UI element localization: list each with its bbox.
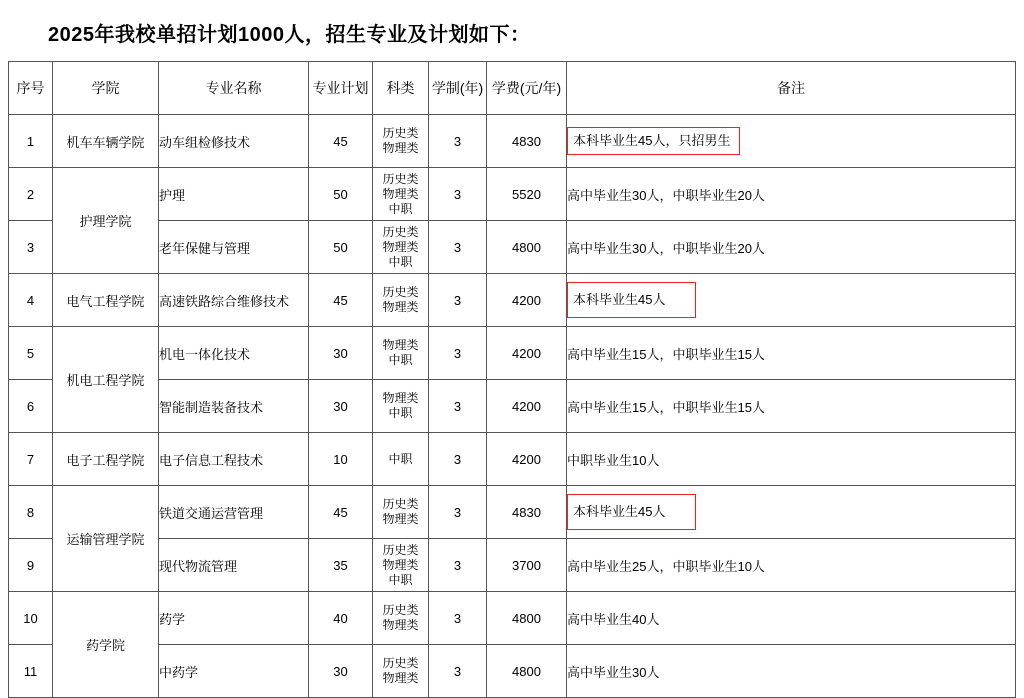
category-line: 物理类: [382, 391, 419, 405]
table-row: [9, 539, 1016, 592]
cell-index: 10: [9, 592, 53, 645]
cell-index: 3: [9, 221, 53, 274]
note-text: 高中毕业生15人，中职毕业生15人: [567, 399, 765, 415]
cell-note: [567, 645, 1016, 698]
cell-major: 机电一体化技术: [159, 327, 309, 380]
category-line: 中职: [388, 254, 413, 269]
cell-index: 1: [9, 115, 53, 168]
cell-plan: 10: [309, 433, 373, 486]
cell-fee: 4200: [487, 380, 567, 433]
cell-index: 9: [9, 539, 53, 592]
table-body: [9, 115, 1016, 698]
cell-plan: 30: [309, 645, 373, 698]
note-text: 高中毕业生30人: [567, 664, 660, 680]
cell-index: 4: [9, 274, 53, 327]
category-lines: [373, 656, 428, 686]
header-major: 专业名称: [159, 62, 309, 115]
cell-category: [373, 433, 429, 486]
category-line: 历史类: [382, 171, 419, 186]
note-highlight: 本科毕业生45人，只招男生: [567, 127, 740, 156]
category-line: 物理类: [382, 338, 419, 352]
table-row: [9, 221, 1016, 274]
cell-note: [567, 592, 1016, 645]
table-row: [9, 327, 1016, 380]
cell-category: [373, 221, 429, 274]
note-highlight: 本科毕业生45人: [567, 494, 696, 531]
category-line: 物理类: [382, 618, 419, 632]
cell-fee: 4200: [487, 327, 567, 380]
cell-plan: 30: [309, 380, 373, 433]
table-row: [9, 433, 1016, 486]
cell-fee: 4200: [487, 274, 567, 327]
category-line: 物理类: [382, 141, 419, 155]
cell-major: 智能制造装备技术: [159, 380, 309, 433]
category-lines: [373, 603, 428, 633]
cell-college: 电子工程学院: [53, 433, 159, 486]
cell-years: 3: [429, 592, 487, 645]
cell-college: 电气工程学院: [53, 274, 159, 327]
category-lines: [373, 391, 428, 421]
cell-category: [373, 274, 429, 327]
cell-college: 运输管理学院: [53, 486, 159, 592]
table-row: [9, 380, 1016, 433]
cell-years: 3: [429, 645, 487, 698]
category-line: 物理类: [382, 300, 419, 314]
cell-fee: 4800: [487, 592, 567, 645]
header-college: 学院: [53, 62, 159, 115]
category-line: 中职: [388, 353, 413, 367]
note-text: 高中毕业生30人，中职毕业生20人: [567, 240, 765, 256]
header-note: 备注: [567, 62, 1016, 115]
note-text: 高中毕业生25人，中职毕业生10人: [567, 558, 765, 574]
category-line: 物理类: [382, 512, 419, 526]
cell-college: 机电工程学院: [53, 327, 159, 433]
category-line: 中职: [388, 451, 413, 466]
cell-major: 动车组检修技术: [159, 115, 309, 168]
header-plan: 专业计划: [309, 62, 373, 115]
category-line: 物理类: [382, 239, 419, 254]
cell-index: 6: [9, 380, 53, 433]
cell-note: [567, 486, 1016, 539]
header-fee: 学费(元/年): [487, 62, 567, 115]
category-line: 历史类: [382, 285, 419, 299]
cell-fee: 4830: [487, 486, 567, 539]
cell-category: [373, 380, 429, 433]
cell-plan: 45: [309, 274, 373, 327]
admission-plan-table: [8, 61, 1016, 698]
cell-plan: 45: [309, 486, 373, 539]
category-lines: [373, 452, 428, 467]
cell-years: 3: [429, 380, 487, 433]
category-lines: [373, 225, 428, 270]
table-row: [9, 592, 1016, 645]
note-text: 高中毕业生15人，中职毕业生15人: [567, 346, 765, 362]
table-row: [9, 645, 1016, 698]
header-index: 序号: [9, 62, 53, 115]
note-text: 高中毕业生30人，中职毕业生20人: [567, 187, 765, 203]
cell-note: [567, 380, 1016, 433]
cell-years: 3: [429, 274, 487, 327]
cell-plan: 30: [309, 327, 373, 380]
cell-note: [567, 168, 1016, 221]
cell-fee: 4200: [487, 433, 567, 486]
category-line: 历史类: [382, 542, 419, 557]
cell-note: [567, 115, 1016, 168]
cell-major: 铁道交通运营管理: [159, 486, 309, 539]
cell-major: 电子信息工程技术: [159, 433, 309, 486]
cell-fee: 4800: [487, 645, 567, 698]
cell-plan: 50: [309, 221, 373, 274]
cell-note: [567, 539, 1016, 592]
category-line: 中职: [388, 572, 413, 587]
cell-index: 11: [9, 645, 53, 698]
category-line: 历史类: [382, 603, 419, 617]
category-line: 历史类: [382, 656, 419, 670]
cell-note: [567, 433, 1016, 486]
table-row: [9, 274, 1016, 327]
cell-major: 中药学: [159, 645, 309, 698]
cell-index: 8: [9, 486, 53, 539]
cell-fee: 3700: [487, 539, 567, 592]
cell-index: 5: [9, 327, 53, 380]
cell-major: 高速铁路综合维修技术: [159, 274, 309, 327]
category-lines: [373, 497, 428, 527]
note-text: 中职毕业生10人: [567, 452, 660, 468]
cell-years: 3: [429, 433, 487, 486]
cell-category: [373, 115, 429, 168]
cell-years: 3: [429, 486, 487, 539]
cell-category: [373, 592, 429, 645]
cell-years: 3: [429, 168, 487, 221]
table-row: [9, 486, 1016, 539]
cell-years: 3: [429, 115, 487, 168]
category-lines: [373, 543, 428, 588]
cell-note: [567, 221, 1016, 274]
cell-category: [373, 486, 429, 539]
header-years: 学制(年): [429, 62, 487, 115]
category-line: 历史类: [382, 126, 419, 140]
cell-college: 护理学院: [53, 168, 159, 274]
category-line: 物理类: [382, 557, 419, 572]
header-category: 科类: [373, 62, 429, 115]
category-line: 中职: [388, 201, 413, 216]
cell-fee: 4830: [487, 115, 567, 168]
cell-plan: 40: [309, 592, 373, 645]
cell-years: 3: [429, 221, 487, 274]
category-lines: [373, 126, 428, 156]
note-highlight: 本科毕业生45人: [567, 282, 696, 319]
cell-years: 3: [429, 327, 487, 380]
cell-major: 老年保健与管理: [159, 221, 309, 274]
category-line: 历史类: [382, 224, 419, 239]
cell-note: [567, 274, 1016, 327]
category-line: 物理类: [382, 671, 419, 685]
cell-major: 护理: [159, 168, 309, 221]
category-line: 历史类: [382, 497, 419, 511]
cell-college: 机车车辆学院: [53, 115, 159, 168]
note-text: 高中毕业生40人: [567, 611, 660, 627]
cell-category: [373, 327, 429, 380]
cell-major: 现代物流管理: [159, 539, 309, 592]
cell-index: 2: [9, 168, 53, 221]
cell-note: [567, 327, 1016, 380]
category-line: 中职: [388, 406, 413, 420]
cell-fee: 5520: [487, 168, 567, 221]
cell-college: 药学院: [53, 592, 159, 698]
table-row: [9, 168, 1016, 221]
cell-category: [373, 168, 429, 221]
cell-index: 7: [9, 433, 53, 486]
cell-plan: 50: [309, 168, 373, 221]
cell-category: [373, 645, 429, 698]
table-header-row: [9, 62, 1016, 115]
category-lines: [373, 172, 428, 217]
category-lines: [373, 338, 428, 368]
cell-plan: 45: [309, 115, 373, 168]
cell-category: [373, 539, 429, 592]
cell-years: 3: [429, 539, 487, 592]
cell-major: 药学: [159, 592, 309, 645]
cell-fee: 4800: [487, 221, 567, 274]
category-lines: [373, 285, 428, 315]
cell-plan: 35: [309, 539, 373, 592]
category-line: 物理类: [382, 186, 419, 201]
table-row: [9, 115, 1016, 168]
page-title: 2025年我校单招计划1000人，招生专业及计划如下：: [48, 24, 531, 46]
